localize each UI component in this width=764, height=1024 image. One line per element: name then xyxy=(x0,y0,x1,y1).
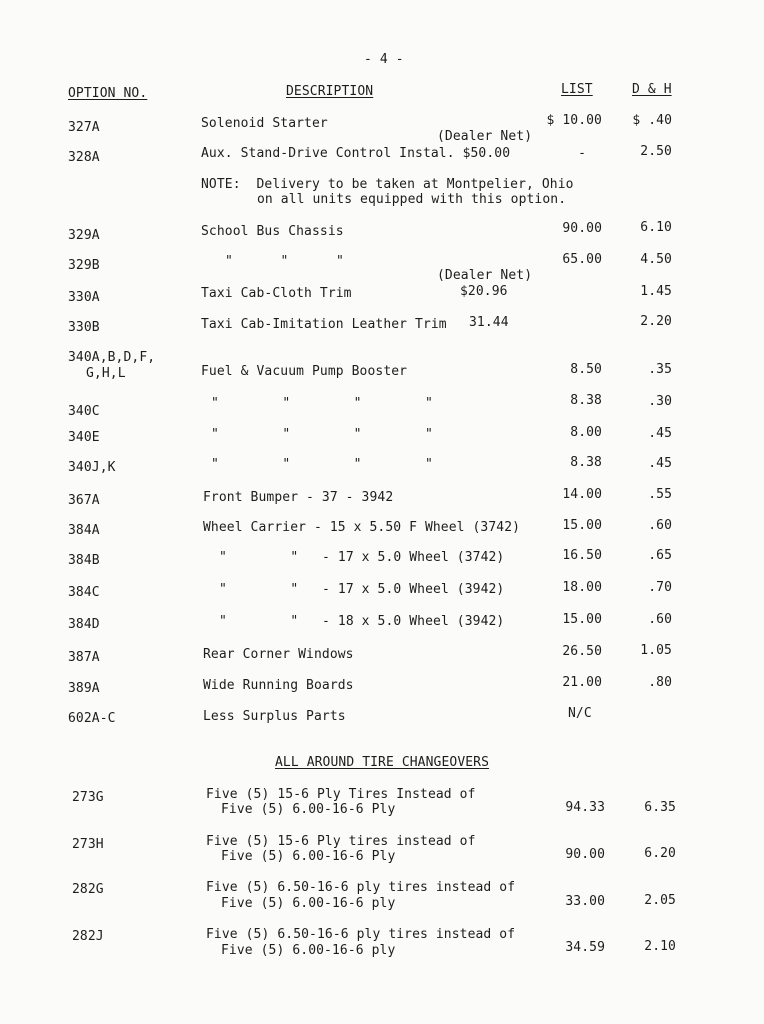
option-no: 329A xyxy=(68,228,100,243)
dh-price: .70 xyxy=(648,580,672,595)
header-option-no: OPTION NO. xyxy=(68,86,148,101)
header-description: DESCRIPTION xyxy=(286,84,374,99)
description: " " - 17 x 5.0 Wheel (3742) xyxy=(219,550,505,565)
description: Less Surplus Parts xyxy=(203,709,346,724)
option-no: 384A xyxy=(68,523,100,538)
dh-price: 6.10 xyxy=(640,220,672,235)
list-price: 8.50 xyxy=(570,362,602,377)
option-no: 387A xyxy=(68,650,100,665)
list-price: 15.00 xyxy=(562,518,602,533)
description: Taxi Cab-Cloth Trim xyxy=(201,286,352,301)
option-no: 384B xyxy=(68,553,100,568)
dh-price: .35 xyxy=(648,362,672,377)
net-price: 31.44 xyxy=(469,315,509,330)
option-no: 329B xyxy=(68,258,100,273)
tire-desc-line-2: Five (5) 6.00-16-6 ply xyxy=(221,943,396,958)
option-no: 340J,K xyxy=(68,460,116,475)
list-price: 90.00 xyxy=(565,847,605,862)
option-no: 273G xyxy=(72,790,104,805)
tire-desc-line-1: Five (5) 15-6 Ply Tires Instead of xyxy=(206,787,476,802)
description: " " - 18 x 5.0 Wheel (3942) xyxy=(219,614,505,629)
header-dh: D & H xyxy=(632,82,672,97)
description: Taxi Cab-Imitation Leather Trim xyxy=(201,317,447,332)
description: Fuel & Vacuum Pump Booster xyxy=(201,364,408,379)
description: Wheel Carrier - 15 x 5.50 F Wheel (3742) xyxy=(203,520,521,535)
option-no: 327A xyxy=(68,120,100,135)
description: Aux. Stand-Drive Control Instal. $50.00 xyxy=(201,146,511,161)
option-no: 328A xyxy=(68,150,100,165)
list-price: 34.59 xyxy=(565,940,605,955)
header-list: LIST xyxy=(561,82,593,97)
dealer-net-note: (Dealer Net) xyxy=(437,268,533,283)
list-price: 14.00 xyxy=(562,487,602,502)
list-price: 65.00 xyxy=(562,252,602,267)
dh-price: .45 xyxy=(648,456,672,471)
description: " " " " xyxy=(211,457,433,472)
option-no: 282G xyxy=(72,882,104,897)
list-price: 16.50 xyxy=(562,548,602,563)
dh-price: .45 xyxy=(648,426,672,441)
tire-desc-line-2: Five (5) 6.00-16-6 ply xyxy=(221,896,396,911)
dh-price: .30 xyxy=(648,394,672,409)
note-line-2: on all units equipped with this option. xyxy=(257,192,567,207)
dh-price: 2.20 xyxy=(640,314,672,329)
dealer-net-note: (Dealer Net) xyxy=(437,129,533,144)
option-no: 340C xyxy=(68,404,100,419)
option-no: 602A-C xyxy=(68,711,116,726)
description: " " - 17 x 5.0 Wheel (3942) xyxy=(219,582,505,597)
dh-price: $ .40 xyxy=(632,113,672,128)
section-title: ALL AROUND TIRE CHANGEOVERS xyxy=(275,755,490,770)
tire-desc-line-1: Five (5) 6.50-16-6 ply tires instead of xyxy=(206,927,516,942)
note-line-1: NOTE: Delivery to be taken at Montpelier, Ohio xyxy=(201,177,574,192)
list-price: 8.38 xyxy=(570,393,602,408)
dealer-net-price: $20.96 xyxy=(460,284,508,299)
list-price: 94.33 xyxy=(565,800,605,815)
description: Wide Running Boards xyxy=(203,678,354,693)
dh-price: .65 xyxy=(648,548,672,563)
description: " " " " xyxy=(211,396,433,411)
option-no: 282J xyxy=(72,929,104,944)
tire-desc-line-1: Five (5) 6.50-16-6 ply tires instead of xyxy=(206,880,516,895)
tire-desc-line-1: Five (5) 15-6 Ply tires instead of xyxy=(206,834,476,849)
tire-desc-line-2: Five (5) 6.00-16-6 Ply xyxy=(221,849,396,864)
option-no: 273H xyxy=(72,837,104,852)
list-price: 21.00 xyxy=(562,675,602,690)
dh-price: 1.45 xyxy=(640,284,672,299)
dh-price: .80 xyxy=(648,675,672,690)
dh-price: 2.10 xyxy=(644,939,676,954)
option-no: 367A xyxy=(68,493,100,508)
list-price: 15.00 xyxy=(562,612,602,627)
page-number: - 4 - xyxy=(364,52,404,67)
dh-price: 6.20 xyxy=(644,846,676,861)
dh-price: 4.50 xyxy=(640,252,672,267)
dh-price: .55 xyxy=(648,487,672,502)
tire-desc-line-2: Five (5) 6.00-16-6 Ply xyxy=(221,802,396,817)
description: Rear Corner Windows xyxy=(203,647,354,662)
dh-price: 2.05 xyxy=(644,893,676,908)
option-no: 389A xyxy=(68,681,100,696)
option-no: 330B xyxy=(68,320,100,335)
description: Front Bumper - 37 - 3942 xyxy=(203,490,394,505)
dh-price: .60 xyxy=(648,612,672,627)
list-price: 26.50 xyxy=(562,644,602,659)
list-price: $ 10.00 xyxy=(546,113,602,128)
dh-price: 6.35 xyxy=(644,800,676,815)
option-no: 384C xyxy=(68,585,100,600)
option-no-cont: G,H,L xyxy=(86,366,126,381)
option-no: 340A,B,D,F, xyxy=(68,350,156,365)
list-price: 8.00 xyxy=(570,425,602,440)
list-price: 18.00 xyxy=(562,580,602,595)
list-price: - xyxy=(578,146,586,161)
dh-price: .60 xyxy=(648,518,672,533)
list-price: N/C xyxy=(568,706,592,721)
description: Solenoid Starter xyxy=(201,116,328,131)
list-price: 33.00 xyxy=(565,894,605,909)
list-price: 8.38 xyxy=(570,455,602,470)
dh-price: 1.05 xyxy=(640,643,672,658)
option-no: 330A xyxy=(68,290,100,305)
dh-price: 2.50 xyxy=(640,144,672,159)
option-no: 384D xyxy=(68,617,100,632)
description: " " " " xyxy=(211,427,433,442)
list-price: 90.00 xyxy=(562,221,602,236)
description: " " " xyxy=(225,254,344,269)
option-no: 340E xyxy=(68,430,100,445)
description: School Bus Chassis xyxy=(201,224,344,239)
